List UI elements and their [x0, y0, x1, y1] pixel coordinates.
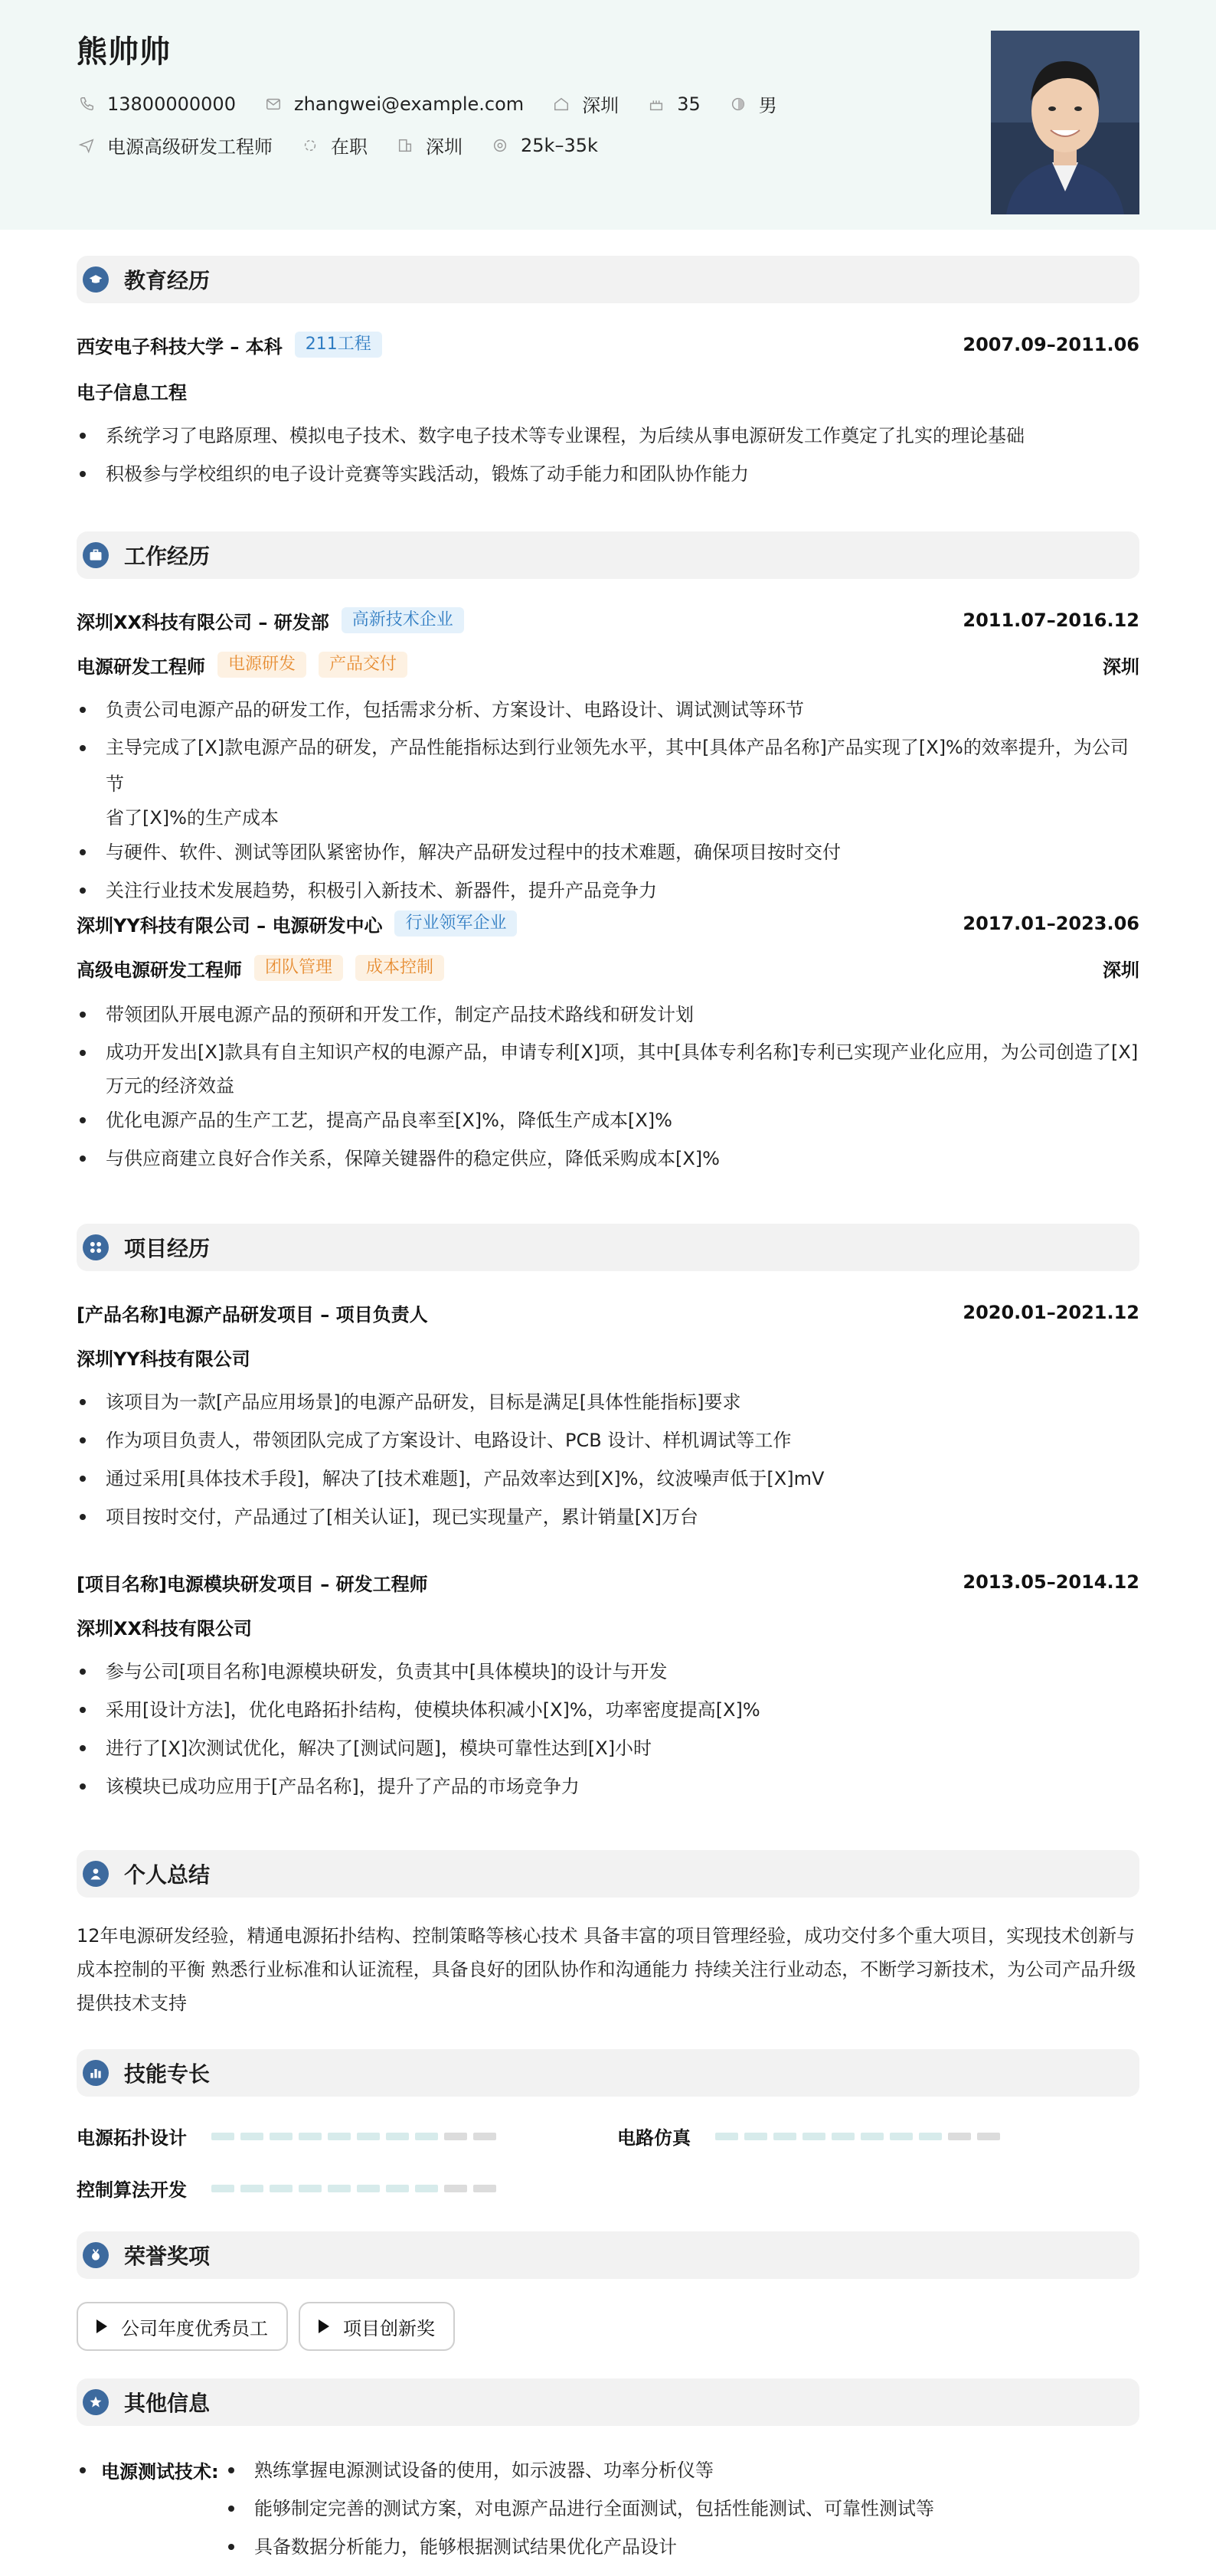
city-text: 深圳 [582, 95, 619, 116]
skill-segment-filled [386, 2133, 409, 2140]
job-location: 深圳 [1103, 959, 1139, 981]
summary-line: 提供技术支持 [77, 1992, 187, 2014]
project-name: [产品名称]电源产品研发项目 – 项目负责人 [77, 1303, 428, 1326]
award-label: 项目创新奖 [343, 2317, 435, 2339]
skill-segment-filled [773, 2133, 796, 2140]
skill-segment-filled [861, 2133, 884, 2140]
job-period: 2017.01–2023.06 [963, 913, 1139, 934]
skill-segment-empty [444, 2133, 467, 2140]
list-item: 优化电源产品的生产工艺，提高产品良率至[X]%，降低生产成本[X]% [77, 1101, 1139, 1139]
grid-icon [83, 1234, 109, 1260]
major-name: 电子信息工程 [77, 381, 187, 404]
status-icon [300, 136, 320, 155]
resume-header [0, 0, 1216, 230]
skill-segment-empty [977, 2133, 1000, 2140]
list-item-line: 主导完成了[X]款电源产品的研发，产品性能指标达到行业领先水平，其中[具体产品名称]产品实现了[X]%的效率提升，为公司节 [106, 737, 1129, 795]
job-title-text: 电源高级研发工程师 [107, 136, 273, 158]
skill-segment-filled [357, 2133, 380, 2140]
education-period: 2007.09–2011.06 [963, 334, 1139, 355]
skill-name: 控制算法开发 [77, 2179, 187, 2201]
status-item [300, 132, 368, 159]
skill-segment-filled [357, 2185, 380, 2192]
skills-section [77, 2049, 1139, 2201]
phone-text: 13800000000 [107, 93, 236, 115]
age-text: 35 [677, 93, 701, 115]
role-name: 电源研发工程师 [77, 655, 205, 678]
school-name: 西安电子科技大学 – 本科 [77, 335, 283, 358]
projects-section [77, 1224, 1139, 1797]
list-item: 与硬件、软件、测试等团队紧密协作，解决产品研发过程中的技术难题，确保项目按时交付 [77, 833, 1139, 871]
profile-photo [991, 31, 1139, 214]
send-icon [77, 136, 96, 155]
list-item: 能够制定完善的测试方案，对电源产品进行全面测试，包括性能测试、可靠性测试等 [225, 2489, 1139, 2528]
skill-segment-filled [328, 2133, 351, 2140]
company-tag: 高新技术企业 [342, 607, 464, 633]
skill-segment-filled [328, 2185, 351, 2192]
list-item: 负责公司电源产品的研发工作，包括需求分析、方案设计、电路设计、调试测试等环节 [77, 691, 1139, 729]
list-item: 带领团队开展电源产品的预研和开发工作，制定产品技术路线和研发计划 [77, 995, 1139, 1034]
project-period: 2013.05–2014.12 [963, 1571, 1139, 1593]
skills-section-header [77, 2049, 1139, 2097]
skills-section-title: 技能专长 [124, 2061, 211, 2087]
cake-icon [646, 94, 666, 114]
skill-segment-filled [211, 2133, 234, 2140]
list-item: 系统学习了电路原理、模拟电子技术、数字电子技术等专业课程，为后续从事电源研发工作奠定了扎实的理论基础 [77, 417, 1139, 455]
skill-segment-filled [890, 2133, 913, 2140]
role-name: 高级电源研发工程师 [77, 959, 242, 981]
work-section-title: 工作经历 [124, 544, 211, 569]
awards-section [77, 2231, 1139, 2339]
skill-name: 电源拓扑设计 [77, 2127, 187, 2149]
summary-section-header [77, 1850, 1139, 1898]
age-item [646, 93, 701, 115]
skill-name: 电路仿真 [617, 2127, 691, 2149]
skill-segment-filled [270, 2185, 293, 2192]
list-item: 通过采用[具体技术手段]，解决了[技术难题]，产品效率达到[X]%，纹波噪声低于[X]mV [77, 1460, 1139, 1498]
job-period: 2011.07–2016.12 [963, 610, 1139, 631]
job-location: 深圳 [1103, 655, 1139, 678]
skill-segment-filled [832, 2133, 855, 2140]
awards-section-header [77, 2231, 1139, 2279]
medal-icon [83, 2242, 109, 2268]
skill-level-bar [715, 2133, 1006, 2140]
skill-segment-filled [415, 2133, 438, 2140]
project-bullets [77, 1652, 1139, 1806]
email-text: zhangwei@example.com [293, 93, 525, 115]
list-item: 作为项目负责人，带领团队完成了方案设计、电路设计、PCB 设计、样机调试等工作 [77, 1421, 1139, 1460]
skill-segment-filled [744, 2133, 767, 2140]
job-title-item [77, 132, 273, 159]
projects-section-header [77, 1224, 1139, 1271]
award-chip [77, 2302, 288, 2351]
education-school-row [77, 331, 1139, 358]
role-tag: 成本控制 [355, 955, 444, 981]
work-section-header [77, 531, 1139, 579]
list-item: 该项目为一款[产品应用场景]的电源产品研发，目标是满足[具体性能指标]要求 [77, 1383, 1139, 1421]
skill-item [617, 2123, 1006, 2149]
other-section-header [77, 2378, 1139, 2426]
list-item: 项目按时交付，产品通过了[相关认证]，现已实现量产，累计销量[X]万台 [77, 1498, 1139, 1536]
coin-icon [490, 136, 510, 155]
skill-segment-filled [240, 2133, 263, 2140]
gender-item [728, 90, 777, 117]
other-bullets [225, 2451, 1139, 2566]
other-label: 电源测试技术: [101, 2461, 219, 2483]
project-title-row [77, 1568, 1139, 1596]
project-title-row [77, 1299, 1139, 1326]
skill-segment-filled [802, 2133, 825, 2140]
company-name: 深圳XX科技有限公司 – 研发部 [77, 611, 329, 633]
summary-text [77, 1919, 1139, 2020]
skill-segment-filled [299, 2133, 322, 2140]
school-tag: 211工程 [295, 332, 382, 358]
gender-icon [728, 94, 748, 114]
play-icon [319, 2319, 329, 2333]
status-text: 在职 [331, 136, 368, 158]
briefcase-icon [83, 542, 109, 568]
projects-section-title: 项目经历 [124, 1236, 211, 1261]
education-major-row [77, 377, 1139, 404]
role-tag: 产品交付 [319, 652, 407, 678]
gender-text: 男 [758, 95, 777, 116]
skill-segment-filled [919, 2133, 942, 2140]
list-item-line: 万元的经济效益 [106, 1075, 234, 1097]
summary-section [77, 1850, 1139, 2014]
company-name: 深圳YY科技有限公司 – 电源研发中心 [77, 914, 383, 937]
skill-segment-filled [299, 2185, 322, 2192]
education-section [77, 256, 1139, 485]
awards-section-title: 荣誉奖项 [124, 2244, 211, 2269]
education-section-header [77, 256, 1139, 303]
info-icon [83, 2389, 109, 2415]
play-icon [96, 2319, 107, 2333]
role-tag: 团队管理 [254, 955, 343, 981]
project-period: 2020.01–2021.12 [963, 1302, 1139, 1323]
project-company: 深圳XX科技有限公司 [77, 1617, 253, 1639]
city-item [551, 90, 619, 117]
list-item: 该模块已成功应用于[产品名称]，提升了产品的市场竞争力 [77, 1767, 1139, 1806]
project-company-row [77, 1613, 1139, 1640]
skill-level-bar [211, 2185, 502, 2192]
list-item: 进行了[X]次测试优化，解决了[测试问题]，模块可靠性达到[X]小时 [77, 1729, 1139, 1767]
summary-line: 成本控制的平衡 熟悉行业标准和认证流程，具备良好的团队协作和沟通能力 持续关注行业动态，不断学习新技术，为公司产品升级 [77, 1959, 1136, 1980]
salary-text: 25k–35k [521, 134, 598, 156]
phone-icon [77, 94, 96, 114]
project-company-row [77, 1343, 1139, 1371]
mail-icon [263, 94, 283, 114]
skill-segment-filled [211, 2185, 234, 2192]
chart-icon [83, 2060, 109, 2086]
skill-segment-filled [715, 2133, 738, 2140]
skill-item [77, 2175, 502, 2202]
education-bullets [77, 417, 1139, 493]
work-section [77, 531, 1139, 1169]
salary-item [490, 135, 598, 156]
list-item: 与供应商建立良好合作关系，保障关键器件的稳定供应，降低采购成本[X]% [77, 1139, 1139, 1178]
skill-segment-filled [386, 2185, 409, 2192]
user-icon [83, 1861, 109, 1887]
list-item: 采用[设计方法]，优化电路拓扑结构，使模块体积减小[X]%，功率密度提高[X]% [77, 1691, 1139, 1729]
list-item: 熟练掌握电源测试设备的使用，如示波器、功率分析仪等 [225, 2451, 1139, 2489]
home-icon [551, 94, 571, 114]
job-bullets [77, 995, 1139, 1178]
skill-segment-empty [473, 2133, 496, 2140]
job-role-row [77, 651, 1139, 678]
list-item: 具备数据分析能力，能够根据测试结果优化产品设计 [225, 2528, 1139, 2566]
target-city-text: 深圳 [426, 136, 463, 158]
other-section [77, 2378, 1139, 2558]
role-tag: 电源研发 [217, 652, 306, 678]
skill-segment-filled [240, 2185, 263, 2192]
list-item-line: 成功开发出[X]款具有自主知识产权的电源产品，申请专利[X]项，其中[具体专利名称]专利已实现产业化应用，为公司创造了[X] [106, 1041, 1139, 1063]
education-section-title: 教育经历 [124, 268, 211, 293]
skill-segment-empty [444, 2185, 467, 2192]
award-chip [299, 2302, 455, 2351]
skill-segment-empty [473, 2185, 496, 2192]
candidate-name: 熊帅帅 [77, 34, 171, 70]
skill-item [77, 2123, 502, 2149]
skill-segment-filled [415, 2185, 438, 2192]
award-label: 公司年度优秀员工 [121, 2317, 268, 2339]
job-company-row [77, 606, 1139, 634]
target-city-item [395, 132, 463, 159]
list-item: 关注行业技术发展趋势，积极引入新技术、新器件，提升产品竞争力 [77, 871, 1139, 910]
other-section-title: 其他信息 [124, 2391, 211, 2416]
project-name: [项目名称]电源模块研发项目 – 研发工程师 [77, 1573, 428, 1595]
list-item [77, 729, 1139, 833]
job-row [77, 132, 626, 159]
project-bullets [77, 1383, 1139, 1536]
bullet-dot [80, 2467, 86, 2473]
skill-level-bar [211, 2133, 502, 2140]
skill-segment-filled [270, 2133, 293, 2140]
job-bullets [77, 691, 1139, 910]
list-item-line: 省了[X]%的生产成本 [106, 807, 279, 829]
project-company: 深圳YY科技有限公司 [77, 1348, 250, 1370]
summary-section-title: 个人总结 [124, 1862, 211, 1888]
phone-item [77, 93, 236, 115]
skill-segment-empty [948, 2133, 971, 2140]
contact-row [77, 90, 805, 117]
job-role-row [77, 954, 1139, 982]
list-item [77, 1034, 1139, 1101]
list-item: 参与公司[项目名称]电源模块研发，负责其中[具体模块]的设计与开发 [77, 1652, 1139, 1691]
building-icon [395, 136, 415, 155]
job-company-row [77, 910, 1139, 937]
summary-line: 12年电源研发经验，精通电源拓扑结构、控制策略等核心技术 具备丰富的项目管理经验，成功交付多个重大项目，实现技术创新与 [77, 1925, 1136, 1947]
list-item: 积极参与学校组织的电子设计竞赛等实践活动，锻炼了动手能力和团队协作能力 [77, 455, 1139, 493]
company-tag: 行业领军企业 [394, 910, 517, 937]
email-item [263, 93, 524, 115]
graduation-cap-icon [83, 266, 109, 293]
